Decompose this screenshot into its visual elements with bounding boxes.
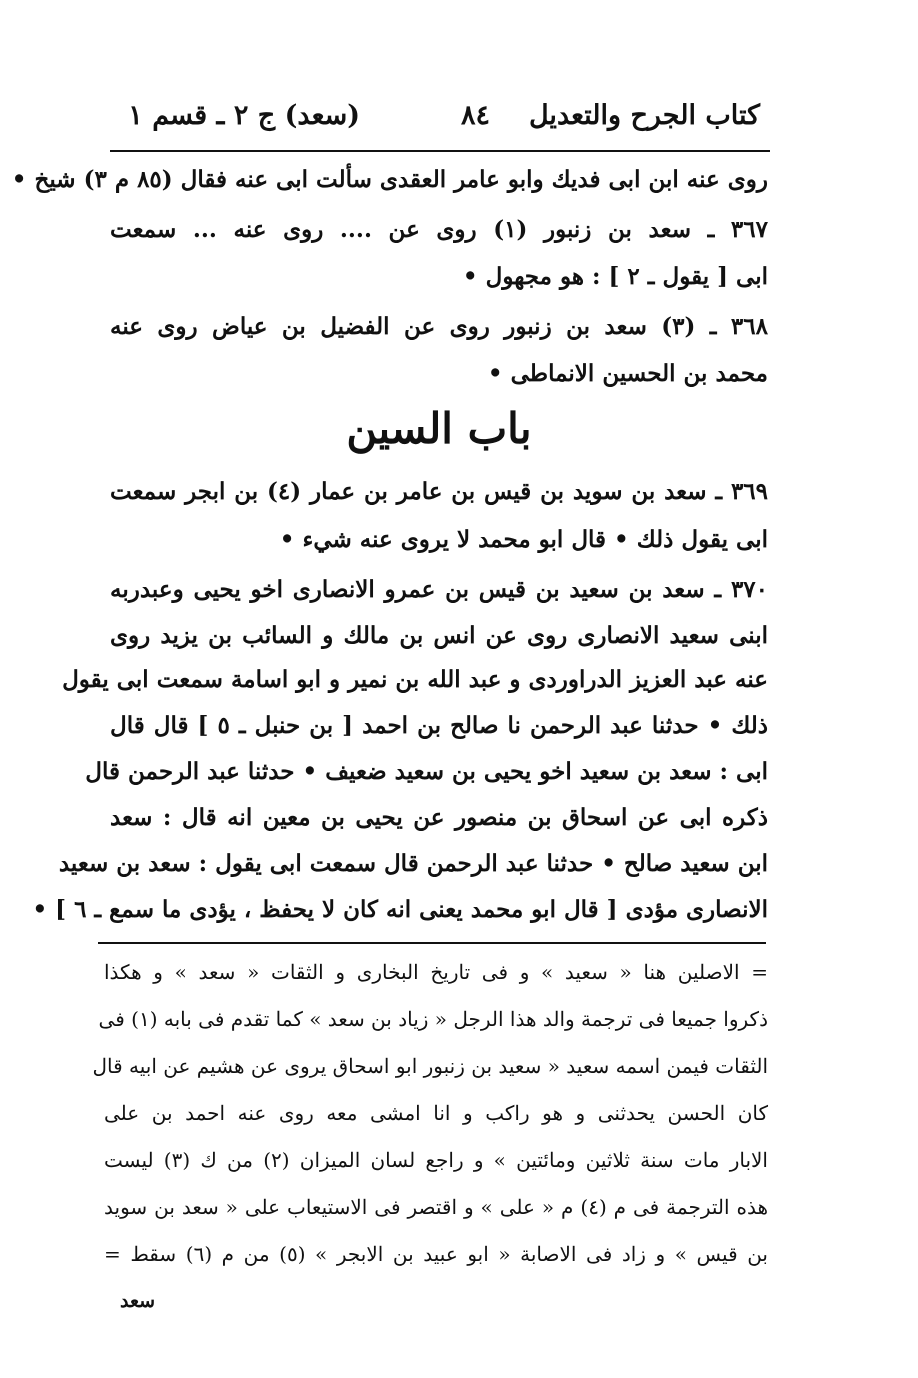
footnote-line: بن قيس » و زاد فى الاصابة « ابو عبيد بن الابجر » (٥) من م (٦) سقط =: [104, 1242, 768, 1266]
footnote-line: ذكروا جميعا فى ترجمة والد هذا الرجل « زياد بن سعد » كما تقدم فى بابه (١) فى: [98, 1007, 768, 1031]
text-line: روى عنه ابن ابى فديك وابو عامر العقدى سألت ابى عنه فقال (٨٥ م ٣) شيخ •: [11, 166, 768, 193]
catchword: سعد: [120, 1290, 156, 1312]
entry-367: ٣٦٧ ـ سعد بن زنبور (١) روى عن .... روى عنه ... سمعت: [110, 216, 768, 243]
text-line: ذكره ابى عن اسحاق بن منصور عن يحيى بن معين انه قال : سعد: [110, 804, 768, 831]
volume-info: (سعد) ج ٢ ـ قسم ١: [128, 100, 360, 131]
footnote-line: الثقات فيمن اسمه سعيد « سعيد بن زنبور ابو اسحاق يروى عن هشيم عن ابيه قال: [92, 1054, 768, 1078]
footnote-line: كان الحسن يحدثنى و هو راكب و انا امشى معه روى عنه احمد بن على: [104, 1101, 768, 1125]
text-line: عنه عبد العزيز الدراوردى و عبد الله بن نمير و ابو اسامة سمعت ابى يقول: [62, 666, 768, 693]
text-line: ابى : سعد بن سعيد اخو يحيى بن سعيد ضعيف • حدثنا عبد الرحمن قال: [85, 758, 768, 785]
entry-370: ٣٧٠ ـ سعد بن سعيد بن قيس بن عمرو الانصارى اخو يحيى وعبدربه: [110, 576, 768, 603]
entry-368: ٣٦٨ ـ (٣) سعد بن زنبور روى عن الفضيل بن عياض روى عنه: [110, 313, 768, 340]
text-line: ابى يقول ذلك • قال ابو محمد لا يروى عنه شيء •: [279, 526, 768, 553]
text-line: الانصارى مؤدى [ قال ابو محمد يعنى انه كان لا يحفظ ، يؤدى ما سمع ـ ٦ ] •: [32, 896, 768, 923]
footnote-rule: [98, 942, 766, 944]
footnote-line: هذه الترجمة فى م (٤) م « على » و اقتصر فى الاستيعاب على « سعد بن سويد: [104, 1195, 768, 1219]
footnote-line: = الاصلين هنا « سعيد » و فى تاريخ البخارى و الثقات « سعد » و هكذا: [104, 960, 768, 984]
footnote-line: الابار مات سنة ثلاثين ومائتين » و راجع لسان الميزان (٢) من ك (٣) ليست: [104, 1148, 768, 1172]
section-title: باب السين: [346, 404, 532, 453]
text-line: ابنى سعيد الانصارى روى عن انس بن مالك و السائب بن يزيد روى: [110, 622, 768, 649]
text-line: ابن سعيد صالح • حدثنا عبد الرحمن قال سمعت ابى يقول : سعد بن سعيد: [58, 850, 768, 877]
text-line: محمد بن الحسين الانماطى •: [487, 360, 768, 387]
text-line: ذلك • حدثنا عبد الرحمن نا صالح بن احمد [ بن حنبل ـ ٥ ] قال قال: [110, 712, 768, 739]
header-rule: [110, 150, 770, 152]
book-title: كتاب الجرح والتعديل: [528, 100, 760, 131]
page-number: ٨٤: [460, 100, 490, 131]
entry-369: ٣٦٩ ـ سعد بن سويد بن قيس بن عامر بن عمار (٤) بن ابجر سمعت: [110, 478, 768, 505]
running-header: [110, 94, 768, 140]
text-line: ابى [ يقول ـ ٢ ] : هو مجهول •: [462, 263, 768, 290]
